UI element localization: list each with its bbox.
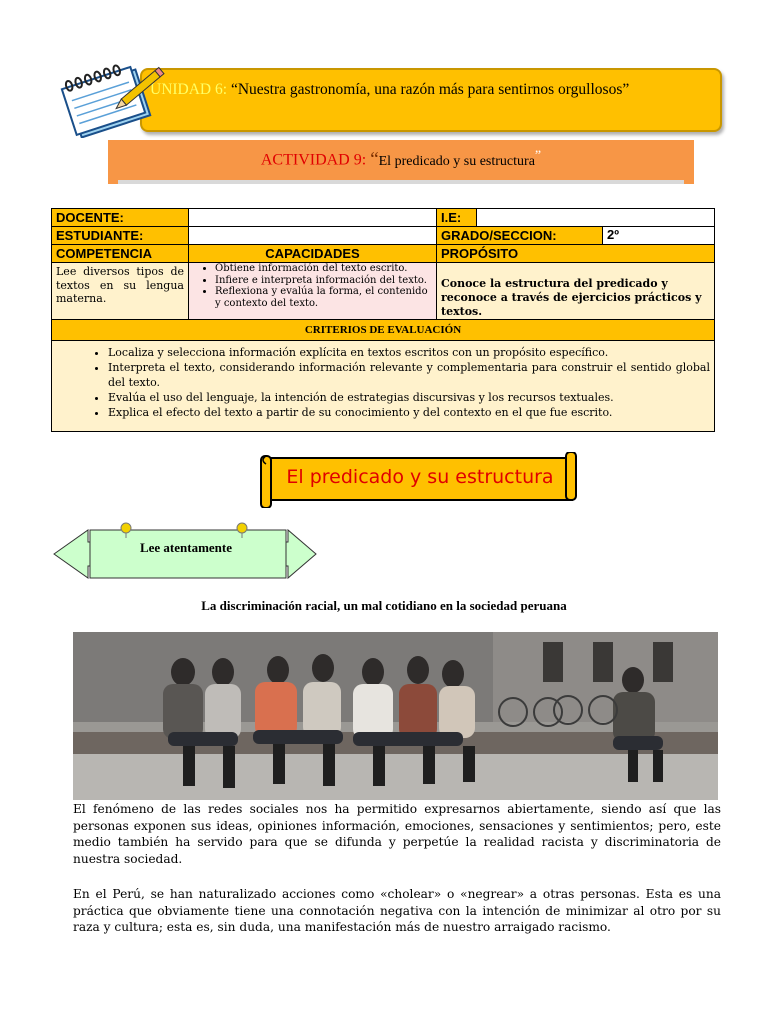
list-item: • Infiere e interpreta información del texto. [215,275,432,287]
criterios-list [56,345,710,420]
capacidades-cell [189,263,437,320]
list-item: • Obtiene información del texto escrito. [215,263,432,275]
ie-field[interactable] [477,209,715,227]
capacidades-list [193,263,432,309]
list-item: • Evalúa el uso del lenguaje, la intención de estrategias discursivas y los recursos textuales. [108,390,710,405]
notepad-pencil-icon [58,56,168,138]
photo-youths-with-phones [73,632,718,800]
grado-label: GRADO/SECCION: [437,227,603,245]
criterios-head: CRITERIOS DE EVALUACIÓN [52,320,715,341]
unit-title: “Nuestra gastronomía, una razón más para sentirnos orgullosos” [230,81,630,98]
competencia-head: COMPETENCIA [52,245,189,263]
quote-open: “ [370,148,379,170]
estudiante-label: ESTUDIANTE: [52,227,189,245]
list-item: • Interpreta el texto, considerando información relevante y complementaria para construir el sentido global del texto. [108,360,710,390]
activity-heading [108,148,694,171]
docente-field[interactable] [189,209,437,227]
grado-value: 2º [603,227,715,245]
competencia-text: Lee diversos tipos de textos en su lengua materna. [52,263,189,320]
estudiante-field[interactable] [189,227,437,245]
list-item: • Localiza y selecciona información explícita en textos escritos con un propósito específico. [108,345,710,360]
section-title: El predicado y su estructura [286,466,554,488]
activity-banner-shadow [118,180,684,184]
article-paragraph-1: El fenómeno de las redes sociales nos ha permitido expresarnos abiertamente, siendo así que las personas exponen sus ideas, opiniones información, emociones, sensaciones y sentimientos; pero, este medio también ha servido para que se difunda y perpetúe la realidad racista y discriminatoria de nuestra sociedad. [73,802,721,866]
activity-label: ACTIVIDAD 9: [260,151,367,169]
proposito-text: Conoce la estructura del predicado y reconoce a través de ejercicios prácticos y textos. [437,263,715,320]
criterios-cell [52,341,715,432]
capacidades-head: CAPACIDADES [189,245,437,263]
docente-label: DOCENTE: [52,209,189,227]
activity-title: El predicado y su estructura [378,153,535,169]
unit-label: UNIDAD 6: [150,81,228,98]
lee-label: Lee atentamente [139,540,233,555]
ie-label: I.E: [437,209,477,227]
info-table [51,208,715,432]
activity-title-wrap [370,148,542,170]
list-item: • Explica el efecto del texto a partir de su conocimiento y del contexto en el que fue escrito. [108,405,710,420]
article-title: La discriminación racial, un mal cotidiano en la sociedad peruana [201,598,567,613]
unit-banner [140,68,722,132]
list-item: • Reflexiona y evalúa la forma, el contenido y contexto del texto. [215,286,432,309]
article-paragraph-2: En el Perú, se han naturalizado acciones como «cholear» o «negrear» a otras personas. Esta es una práctica que obviamente tiene una connotación negativa con la intención de minimizar al otro por su raza y cultura; esta es, sin duda, una manifestación más de nuestro arraigado racismo. [73,887,721,934]
quote-close: ” [534,148,542,163]
proposito-head: PROPÓSITO [437,245,715,263]
unit-heading [150,81,710,99]
